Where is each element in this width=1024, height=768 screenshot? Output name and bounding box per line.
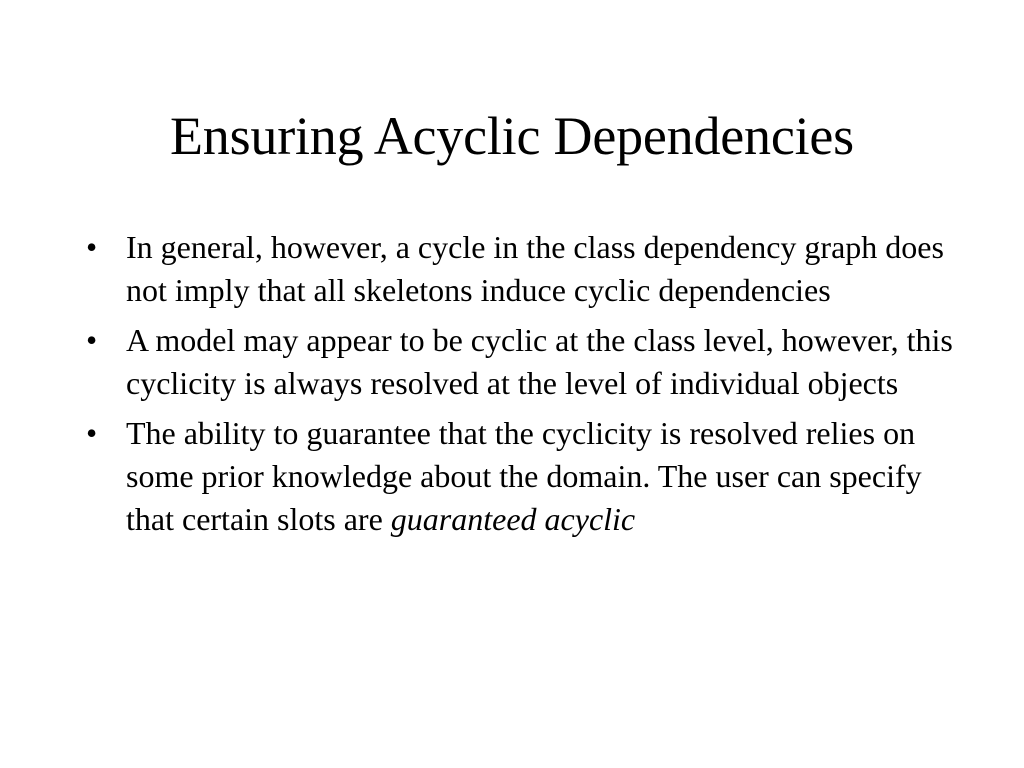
bullet-item-1 (86, 226, 966, 312)
bullet-text-plain: The ability to guarantee that the cyclicity is resolved relies on some prior knowledge about the domain. The user can specify that certain slots are (126, 415, 922, 537)
bullet-item-3 (86, 412, 966, 541)
bullet-dot-icon: • (86, 415, 98, 451)
bullet-dot-icon: • (86, 322, 98, 358)
bullet-dot-icon: • (86, 229, 98, 265)
bullet-list (86, 226, 966, 548)
bullet-text: A model may appear to be cyclic at the class level, however, this cyclicity is always resolved at the level of individual objects (126, 322, 953, 401)
bullet-text-emphasis: guaranteed acyclic (390, 501, 636, 537)
bullet-item-2 (86, 319, 966, 405)
slide-title: Ensuring Acyclic Dependencies (170, 106, 854, 166)
bullet-text (126, 415, 922, 537)
bullet-text: In general, however, a cycle in the class dependency graph does not imply that all skeletons induce cyclic dependencies (126, 229, 944, 308)
